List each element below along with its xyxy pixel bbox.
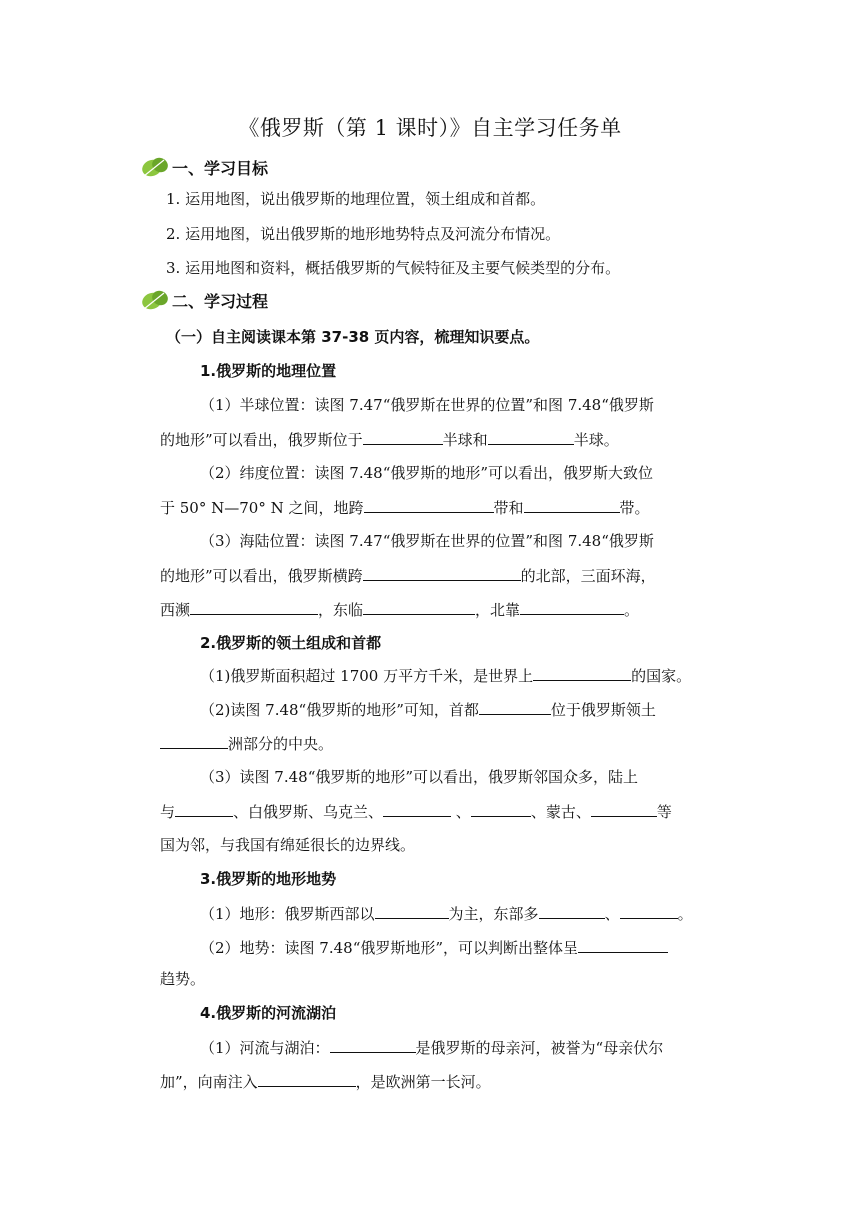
q3-line2: 的地形”可以看出，俄罗斯横跨 的北部，三面环海， [160, 564, 656, 587]
q3-line3: 西濒 ，东临 ，北靠 。 [160, 598, 639, 621]
q2-line2: 于 50° N—70° N 之间，地跨 带和 带。 [160, 496, 650, 519]
part-one-heading: （一）自主阅读课本第 37-38 页内容，梳理知识要点。 [166, 328, 540, 346]
leaf-icon [140, 154, 170, 180]
q8-line1: （2）地势：读图 7.48“俄罗斯地形”，可以判断出整体呈 [200, 936, 668, 959]
answer-blank[interactable] [520, 598, 624, 615]
topic-territory: 2.俄罗斯的领土组成和首都 [200, 634, 382, 652]
answer-blank[interactable] [364, 496, 494, 513]
answer-blank[interactable] [471, 800, 531, 817]
section-process-heading: 二、学习过程 [140, 285, 268, 315]
topic-rivers: 4.俄罗斯的河流湖泊 [200, 1004, 337, 1022]
q6-line3: 国为邻，与我国有绵延很长的边界线。 [160, 836, 416, 854]
q3-line1: （3）海陆位置：读图 7.47“俄罗斯在世界的位置”和图 7.48“俄罗斯 [200, 532, 654, 550]
q9-line2: 加”，向南注入 ，是欧洲第一长河。 [160, 1070, 491, 1093]
answer-blank[interactable] [533, 664, 631, 681]
q9-line1: （1）河流与湖泊： 是俄罗斯的母亲河，被誉为“母亲伏尔 [200, 1036, 663, 1059]
answer-blank[interactable] [578, 936, 668, 953]
q7-line1: （1）地形：俄罗斯西部以 为主，东部多 、 。 [200, 902, 693, 925]
answer-blank[interactable] [591, 800, 657, 817]
answer-blank[interactable] [383, 800, 451, 817]
answer-blank[interactable] [330, 1036, 416, 1053]
topic-terrain: 3.俄罗斯的地形地势 [200, 870, 337, 888]
answer-blank[interactable] [190, 598, 318, 615]
answer-blank[interactable] [363, 564, 521, 581]
answer-blank[interactable] [479, 698, 551, 715]
topic-location: 1.俄罗斯的地理位置 [200, 362, 337, 380]
goal-item: 1. 运用地图，说出俄罗斯的地理位置，领土组成和首都。 [166, 190, 546, 208]
answer-blank[interactable] [175, 800, 233, 817]
page-title: 《俄罗斯（第 1 课时）》自主学习任务单 [238, 116, 622, 140]
answer-blank[interactable] [524, 496, 620, 513]
q2-line1: （2）纬度位置：读图 7.48“俄罗斯的地形”可以看出，俄罗斯大致位 [200, 464, 654, 482]
q8-line2: 趋势。 [160, 970, 206, 988]
q5-line1: （2)读图 7.48“俄罗斯的地形”可知，首都 位于俄罗斯领土 [200, 698, 656, 721]
answer-blank[interactable] [160, 732, 228, 749]
answer-blank[interactable] [488, 428, 574, 445]
q6-line2: 与 、白俄罗斯、乌克兰、 、 、蒙古、 等 [160, 800, 672, 823]
goal-item: 2. 运用地图，说出俄罗斯的地形地势特点及河流分布情况。 [166, 225, 561, 243]
answer-blank[interactable] [258, 1070, 356, 1087]
answer-blank[interactable] [539, 902, 605, 919]
q5-line2: 洲部分的中央。 [160, 732, 333, 755]
goal-item: 3. 运用地图和资料，概括俄罗斯的气候特征及主要气候类型的分布。 [166, 259, 621, 277]
answer-blank[interactable] [620, 902, 678, 919]
section-goals-heading: 一、学习目标 [140, 152, 268, 182]
q1-line1: （1）半球位置：读图 7.47“俄罗斯在世界的位置”和图 7.48“俄罗斯 [200, 396, 654, 414]
q6-line1: （3）读图 7.48“俄罗斯的地形”可以看出，俄罗斯邻国众多，陆上 [200, 768, 639, 786]
leaf-icon [140, 287, 170, 313]
q4-line1: （1)俄罗斯面积超过 1700 万平方千米，是世界上 的国家。 [200, 664, 691, 687]
answer-blank[interactable] [363, 598, 475, 615]
q1-line2: 的地形”可以看出，俄罗斯位于 半球和 半球。 [160, 428, 619, 451]
answer-blank[interactable] [375, 902, 449, 919]
answer-blank[interactable] [363, 428, 443, 445]
